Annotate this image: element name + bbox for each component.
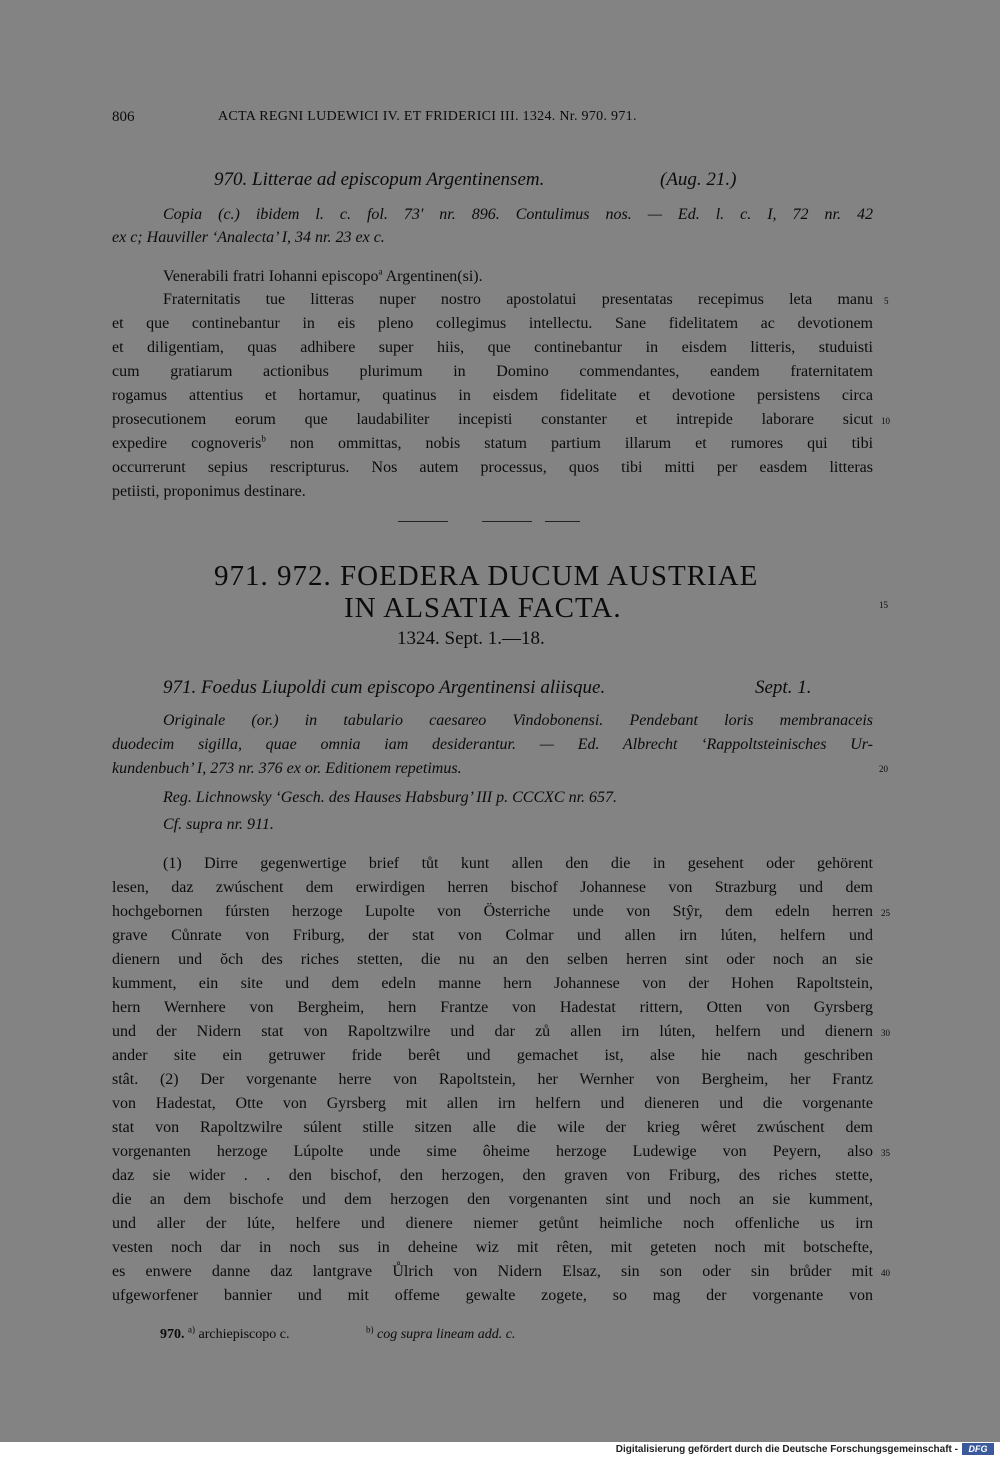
doc970-body-line: occurrerunt sepius rescripturus. Nos autem processus, quos tibi mitti per easdem litteras bbox=[112, 459, 873, 476]
margin-line-number: 20 bbox=[879, 764, 888, 774]
doc970-body-line: cum gratiarum actionibus plurimum in Domino commendantes, eandem fraternitatem bbox=[112, 363, 873, 380]
margin-line-number: 15 bbox=[879, 600, 888, 610]
doc971-body-line: daz sie wider . . den bischof, den herzogen, den graven von Friburg, des riches stette, bbox=[112, 1167, 873, 1184]
doc971-source-line: duodecim sigilla, quae omnia iam desiderantur. — Ed. Albrecht ‘Rappoltsteinisches Ur- bbox=[112, 736, 873, 753]
doc971-body-line: vorgenanten herzoge Lúpolte unde sime ôheime herzoge Ludewige von Peyern, also bbox=[112, 1143, 873, 1160]
doc971-source-line: kundenbuch’ I, 273 nr. 376 ex or. Editionem repetimus. bbox=[112, 760, 462, 777]
footnote-mark: a) bbox=[188, 1324, 195, 1335]
doc970-title-text: 970. Litterae ad episcopum Argentinensem. bbox=[214, 169, 545, 190]
footnote-b bbox=[366, 1325, 515, 1345]
doc971-body-line: hochgebornen fúrsten herzoge Lupolte von Österriche unde von Stŷr, dem edeln herren bbox=[112, 903, 873, 920]
footnotes bbox=[160, 1325, 289, 1345]
address-text: Venerabili fratri Iohanni episcopo bbox=[163, 268, 379, 285]
doc971-body-line: grave Cůnrate von Friburg, der stat von Colmar und allen irn lúten, helfern und bbox=[112, 927, 873, 944]
running-title: ACTA REGNI LUDEWICI IV. ET FRIDERICI III. 1324. Nr. 970. 971. bbox=[218, 109, 637, 124]
doc971-body-line: von Hadestat, Otte von Gyrsberg mit allen irn helfern und dieneren und die vorgenante bbox=[112, 1095, 873, 1112]
doc970-date: (Aug. 21.) bbox=[660, 169, 737, 190]
doc971-body-line: und aller der lúte, helfere und dienere niemer getůnt heimliche noch offenliche us irn bbox=[112, 1215, 873, 1232]
doc970-body-line: rogamus attentius et hortamur, quatinus in eisdem fidelitate et devotione persistens circa bbox=[112, 387, 873, 404]
doc971-body-line: und der Nidern stat von Rapoltzwilre und dar zů allen irn lúten, helfern und dienern bbox=[112, 1023, 873, 1040]
doc970-title bbox=[214, 168, 544, 192]
page-number: 806 bbox=[112, 109, 135, 125]
doc971-body-line: ufgeworfener bannier und mit offeme gewalte zogete, so mag der vorgenante von bbox=[112, 1287, 873, 1304]
doc971-body-line: es enwere danne daz lantgrave Ůlrich von Nidern Elsaz, sin son oder sin brůder mit bbox=[112, 1263, 873, 1280]
doc971-body-line: stat von Rapoltzwilre súlent stille sitzen alle die wile der krieg wêret zwúschent dem bbox=[112, 1119, 873, 1136]
margin-line-number: 40 bbox=[881, 1268, 890, 1278]
doc971-body-line: (1) Dirre gegenwertige brief tůt kunt allen den die in gesehent oder gehörent bbox=[163, 855, 873, 872]
doc970-body-line: et que continebantur in eis pleno collegimus intellectu. Sane fidelitatem ac devotionem bbox=[112, 315, 873, 332]
footnote-label: 970. bbox=[160, 1327, 185, 1342]
doc970-address bbox=[163, 267, 483, 287]
doc971-title bbox=[163, 676, 605, 700]
doc971-body-line: hern Wernhere von Bergheim, hern Frantze von Hadestat rittern, Otten von Gyrsberg bbox=[112, 999, 873, 1016]
margin-line-number: 25 bbox=[881, 908, 890, 918]
doc971-title-text: 971. Foedus Liupoldi cum episcopo Argentinensi aliisque. bbox=[163, 677, 606, 698]
doc970-body-line: prosecutionem eorum que laudabiliter incepisti constanter et intrepide laborare sicut bbox=[112, 411, 873, 428]
doc970-body-line: petiisti, proponimus destinare. bbox=[112, 483, 306, 500]
doc971-date: Sept. 1. bbox=[755, 677, 812, 698]
doc971-body-line: die an dem bischofe und dem herzogen den vorgenanten sint und noch an sie kumment, bbox=[112, 1191, 873, 1208]
doc971-reg-line: Reg. Lichnowsky ‘Gesch. des Hauses Habsburg’ III p. CCCXC nr. 657. bbox=[163, 789, 618, 806]
body-text: expedire cognoveris bbox=[112, 435, 262, 452]
footer-credit: Digitalisierung gefördert durch die Deutsche Forschungsgemeinschaft - bbox=[615, 1444, 958, 1455]
section-title-line1: 971. 972. FOEDERA DUCUM AUSTRIAE bbox=[214, 560, 759, 592]
doc971-cf-line: Cf. supra nr. 911. bbox=[163, 816, 274, 833]
margin-line-number: 5 bbox=[884, 296, 889, 306]
doc970-body-line: et diligentiam, quas adhibere super hiis, que continebantur in eisdem litteris, studuisti bbox=[112, 339, 873, 356]
footnote-a-text: archiepiscopo c. bbox=[198, 1327, 290, 1342]
doc971-body-line: kumment, ein site und dem edeln manne hern Johannese von der Hohen Rapoltstein, bbox=[112, 975, 873, 992]
doc971-body-line: ander site ein getruwer fride berêt und gemachet ist, alse hie nach geschriben bbox=[112, 1047, 873, 1064]
footnote-b-text: cog supra lineam add. c. bbox=[377, 1327, 516, 1342]
margin-line-number: 30 bbox=[881, 1028, 890, 1038]
footnote-mark: a bbox=[378, 266, 383, 277]
body-text: non ommittas, nobis statum partium illarum et rumores qui tibi bbox=[265, 435, 874, 452]
doc971-source-line: Originale (or.) in tabulario caesareo Vindobonensi. Pendebant loris membranaceis bbox=[163, 712, 873, 729]
address-end: Argentinen(si). bbox=[382, 268, 483, 285]
footer-bar bbox=[0, 1442, 1000, 1457]
separator-rule bbox=[545, 521, 580, 522]
doc971-body-line: stât. (2) Der vorgenante herre von Rapoltstein, her Wernher von Bergheim, her Frantz bbox=[112, 1071, 873, 1088]
margin-line-number: 10 bbox=[881, 416, 890, 426]
section-title-line2: IN ALSATIA FACTA. bbox=[344, 592, 622, 624]
doc971-body-line: lesen, daz zwúschent dem erwirdigen herren bischof Johannese von Strazburg und dem bbox=[112, 879, 873, 896]
footnote-mark: b bbox=[261, 433, 266, 444]
dfg-logo-icon[interactable]: DFG bbox=[962, 1443, 994, 1455]
margin-line-number: 35 bbox=[881, 1148, 890, 1158]
doc970-body-line bbox=[112, 434, 873, 454]
doc970-body-line: Fraternitatis tue litteras nuper nostro apostolatui presentatas recepimus leta manu bbox=[163, 291, 873, 308]
doc970-source-line: Copia (c.) ibidem l. c. fol. 73' nr. 896. Contulimus nos. — Ed. l. c. I, 72 nr. 42 bbox=[163, 206, 873, 223]
separator-rule bbox=[482, 521, 532, 522]
doc970-source-line: ex c; Hauviller ‘Analecta’ I, 34 nr. 23 ex c. bbox=[112, 229, 385, 246]
separator-rule bbox=[398, 521, 448, 522]
doc971-body-line: dienern und ŏch des riches stetten, die nu an den selben herren sint oder noch an sie bbox=[112, 951, 873, 968]
section-date: 1324. Sept. 1.—18. bbox=[397, 628, 545, 649]
footnote-mark: b) bbox=[366, 1324, 374, 1335]
doc971-body-line: vesten noch dar in noch sus in deheine wiz mit rêten, mit geteten noch mit botschefte, bbox=[112, 1239, 873, 1256]
